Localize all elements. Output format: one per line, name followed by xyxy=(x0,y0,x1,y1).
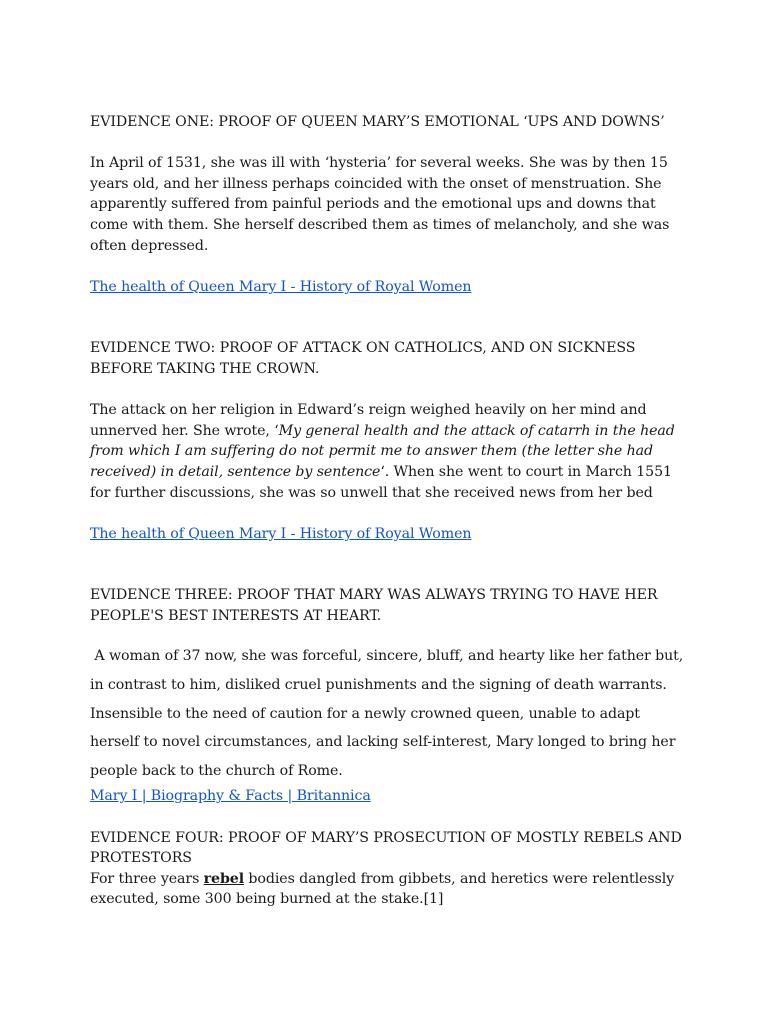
evidence-three-body: A woman of 37 now, she was forceful, sincere, bluff, and hearty like her father but, in contrast to him, disliked cruel punishments and the signing of death warrants. Insensible to the need of caution for a newly crowned queen, unable to adapt herself to novel circumstances, and lacking self-interest, Mary longed to bring her people back to the church of Rome. xyxy=(90,648,688,779)
document-page xyxy=(90,112,690,910)
evidence-two-body-intro: The attack on her religion in Edward’s reign weighed heavily on her mind and unnerved her. She wrote, ‘ xyxy=(90,402,647,439)
evidence-two-quote: My general health and the attack of catarrh in the head from which I am suffering do not permit me to answer them (the letter she had received) in detail, sentence by sentence xyxy=(90,422,675,480)
evidence-four-section xyxy=(90,828,690,910)
evidence-four-body-suffix: bodies dangled from gibbets, and heretics were relentlessly executed, some 300 being burned at the stake.[1] xyxy=(90,870,675,908)
evidence-two-source-link[interactable]: The health of Queen Mary I - History of Royal Women xyxy=(90,525,472,542)
evidence-one-section xyxy=(90,112,690,297)
evidence-two-body-outro: ‘. When she went to court in March 1551 for further discussions, she was so unwell that she received news from her bed xyxy=(90,463,672,501)
evidence-two-section xyxy=(90,338,690,544)
evidence-three-section xyxy=(90,585,690,807)
evidence-one-source-link[interactable]: The health of Queen Mary I - History of Royal Women xyxy=(90,278,472,295)
evidence-three-heading: EVIDENCE THREE: PROOF THAT MARY WAS ALWAYS TRYING TO HAVE HER PEOPLE'S BEST INTERESTS AT HEART. xyxy=(90,587,658,624)
evidence-one-body: In April of 1531, she was ill with ‘hysteria’ for several weeks. She was by then 15 years old, and her illness perhaps coincided with the onset of menstruation. She apparently suffered from painful periods and the emotional ups and downs that come with them. She herself described them as times of melancholy, and she was often depressed. xyxy=(90,155,670,254)
evidence-one-heading: EVIDENCE ONE: PROOF OF QUEEN MARY’S EMOTIONAL ‘UPS AND DOWNS’ xyxy=(90,114,665,130)
evidence-three-source-link[interactable]: Mary I | Biography & Facts | Britannica xyxy=(90,788,371,805)
evidence-two-body xyxy=(90,400,690,503)
evidence-four-heading: EVIDENCE FOUR: PROOF OF MARY’S PROSECUTION OF MOSTLY REBELS AND PROTESTORS xyxy=(90,829,682,867)
evidence-four-body xyxy=(90,869,690,910)
evidence-two-heading: EVIDENCE TWO: PROOF OF ATTACK ON CATHOLICS, AND ON SICKNESS BEFORE TAKING THE CROWN. xyxy=(90,340,636,377)
rebel-link[interactable]: rebel xyxy=(203,870,245,887)
evidence-four-body-prefix: For three years xyxy=(90,870,204,887)
